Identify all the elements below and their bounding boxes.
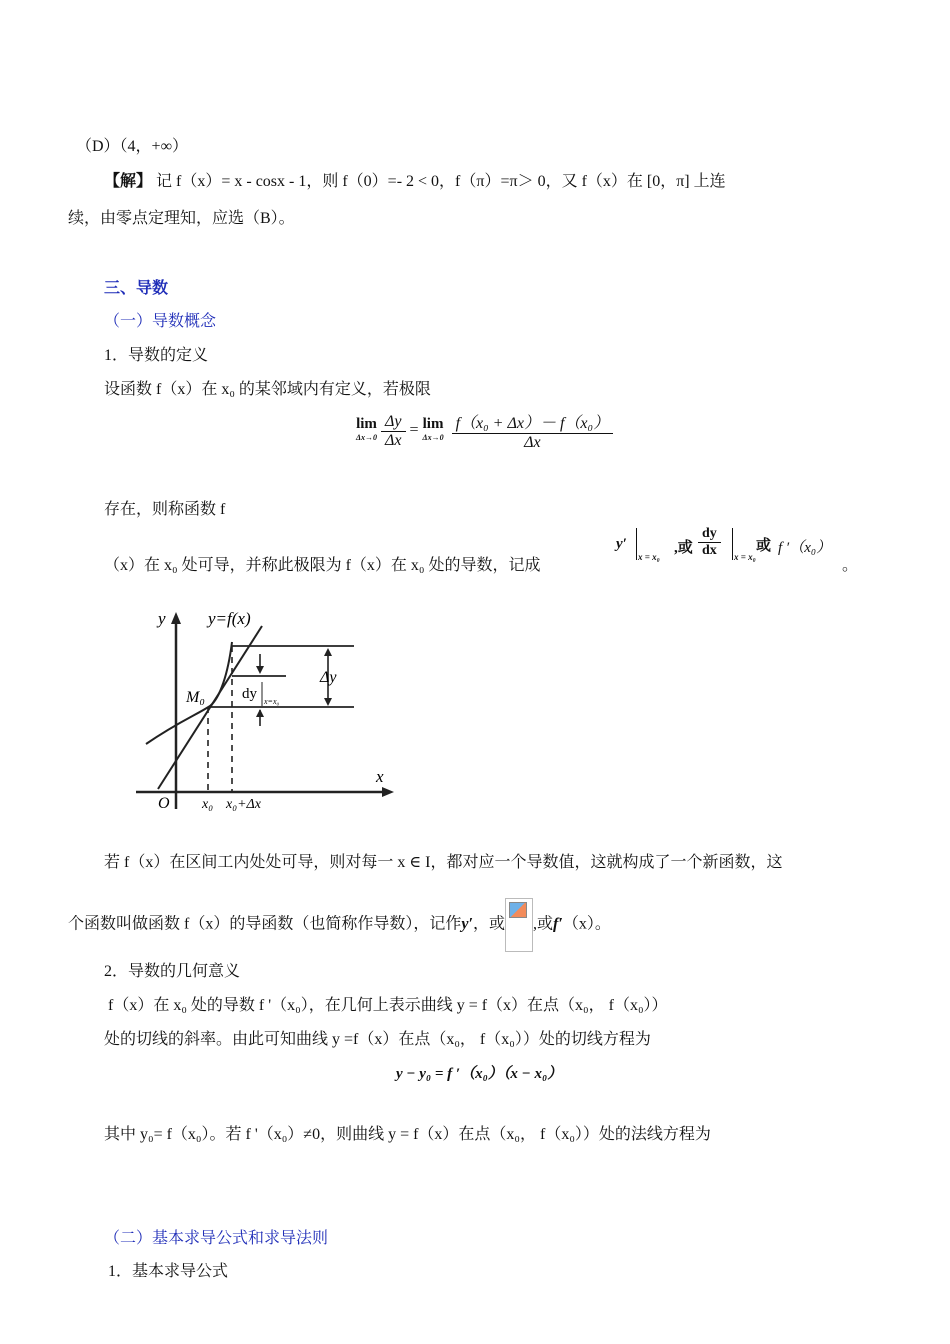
tangent-equation: y − y₀ = f ′（x₀）（x − x₀）: [396, 1066, 563, 1082]
eval-point-1: x = x₀: [638, 552, 660, 562]
derivative-notation-line: （x）在 x₀ 处可导，并称此极限为 f（x）在 x₀ 处的导数，记成: [104, 557, 541, 574]
eval-point-2: x = x₀: [734, 552, 756, 562]
difference-quotient: $\frac{\text{f（x₀ + Δx）－ f（x₀）}}{\Delta x}$: [452, 410, 614, 452]
limit-definition-formula: [356, 410, 613, 452]
item-1-title: 1．导数的定义: [104, 347, 209, 364]
y-axis-label: y: [158, 609, 166, 628]
exists-line: 存在，则称函数 f: [104, 501, 226, 518]
equals-sign: =: [409, 421, 419, 439]
paragraph-line-2-c: ,或: [532, 915, 553, 933]
delta-y-arrowhead-bottom: [324, 698, 332, 706]
solution-line-2: 续，由零点定理知，应选（B）。: [68, 210, 295, 227]
x0-tick-label: x₀: [202, 797, 214, 812]
paragraph-line-2-a: 个函数叫做函数 f（x）的导函数（也简称作导数），记作: [68, 915, 462, 933]
subsection-1-title: （一）导数概念: [104, 313, 217, 330]
lim-right: lim Δx→0: [422, 416, 444, 442]
dy-eval-sub: x=x₀: [264, 697, 280, 706]
derivative-figure: [128, 604, 408, 819]
geometric-line-2: 处的切线的斜率。由此可知曲线 y =f（x）在点（x₀， f（x₀））处的切线方程为: [104, 1031, 651, 1048]
dy-arrowhead-top: [256, 666, 264, 674]
fraction-dy-dx: $\frac{\Delta y}{\Delta x}$: [381, 413, 406, 450]
section-3-title: 三、导数: [104, 280, 169, 297]
f-prime-inline: f′: [552, 915, 563, 933]
normal-line-text: 其中 y₀= f（x₀）。若 f '（x₀）≠0，则曲线 y = f（x）在点（x₀， f（x₀））处的法线方程为: [104, 1126, 711, 1143]
f-prime-x0: f ′（x₀）: [778, 540, 832, 556]
or-2: 或: [756, 538, 772, 554]
origin-label: O: [158, 795, 170, 812]
basic-formulas-title: 1．基本求导公式: [108, 1263, 229, 1280]
y-prime-inline: y′: [461, 915, 473, 933]
x0-dx-tick-label: x₀+Δx: [226, 797, 261, 812]
delta-y-label: Δy: [320, 669, 337, 686]
eval-bar-2: [732, 528, 733, 560]
y-prime: y′: [616, 536, 627, 552]
m0-label: M₀: [186, 689, 205, 706]
x-axis-arrow: [382, 787, 394, 797]
dy-label: dy: [242, 686, 257, 702]
lim-left: lim Δx→0: [356, 416, 378, 442]
dy-dx-fraction: $\frac{dy}{dx}$: [698, 526, 721, 559]
or-1: ,或: [674, 540, 693, 556]
y-axis-arrow: [171, 612, 181, 624]
notation-end-mark: 。: [842, 557, 859, 574]
paragraph-line-1: 若 f（x）在区间工内处处可导，则对每一 x ∈ I，都对应一个导数值，这就构成了一个新函数，这: [104, 854, 783, 871]
paragraph-line-2-d: （x）。: [562, 915, 611, 933]
eval-bar-1: [636, 528, 637, 560]
missing-image-icon: [505, 898, 533, 952]
x-axis-label: x: [376, 767, 384, 786]
paragraph-line-2-b: ，或: [472, 915, 505, 933]
item-2-title: 2．导数的几何意义: [104, 963, 241, 980]
paragraph-line-2: [68, 898, 611, 950]
solution-line-1: [104, 168, 726, 191]
delta-y-arrowhead-top: [324, 648, 332, 656]
solution-bracket: 【解】: [104, 173, 153, 190]
curve-label: y=f(x): [208, 609, 251, 628]
dy-arrowhead-bottom: [256, 709, 264, 717]
solution-text-1: 记 f（x）= x - cosx - 1，则 f（0）=- 2 < 0，f（π）=π＞ 0，又 f（x）在 [0，π] 上连: [156, 173, 726, 190]
subsection-2-title: （二）基本求导公式和求导法则: [104, 1230, 329, 1247]
definition-line: 设函数 f（x）在 x₀ 的某邻域内有定义，若极限: [104, 381, 431, 398]
option-d: （D）（4，+∞）: [76, 138, 188, 155]
geometric-line-1: f（x）在 x₀ 处的导数 f '（x₀），在几何上表示曲线 y = f（x）在点（x₀， f（x₀））: [108, 997, 668, 1014]
